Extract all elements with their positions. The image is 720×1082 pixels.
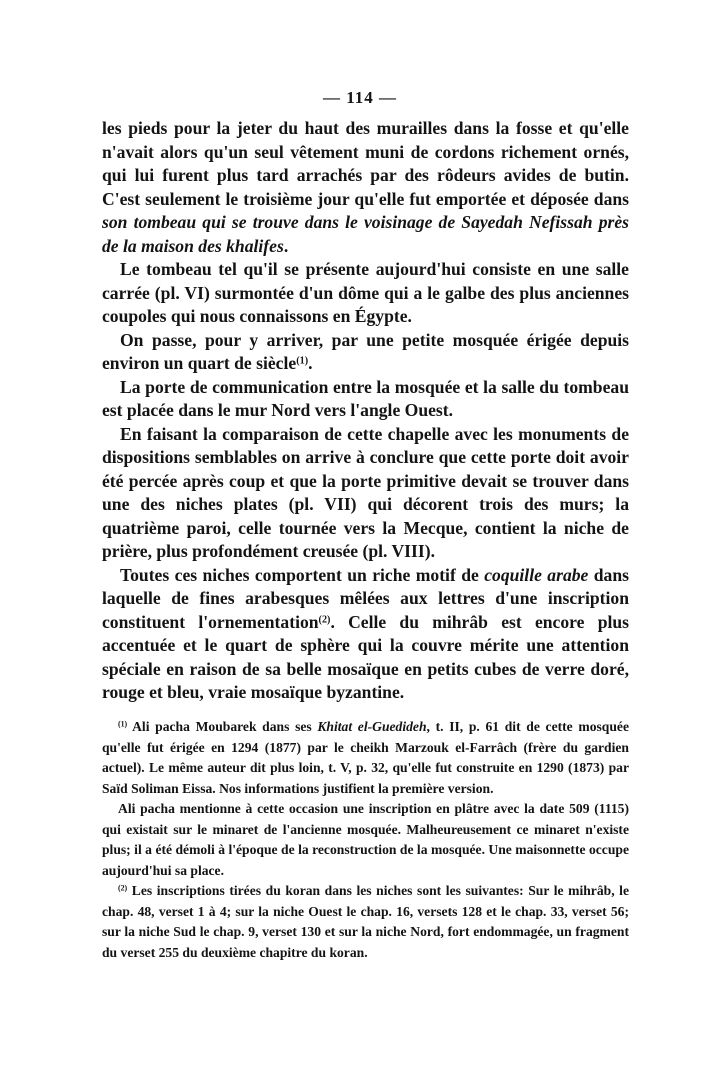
paragraph-3-end: . <box>308 353 313 373</box>
paragraph-6-end: . Celle du mihrâb est encore plus accentuée et le quart de sphère qui la couvre mérite une attention spéciale en raison de sa belle mosaïque en petits cubes de verre doré, rouge et bleu, vraie mosaïque byzantine. <box>102 611 629 702</box>
footnote-2 <box>102 881 629 963</box>
paragraph-3-text: On passe, pour y arriver, par une petite mosquée érigée depuis environ un quart de siècle <box>102 329 629 373</box>
paragraph-6-text-b: dans laquelle de fines arabesques mêlées aux lettres d'une inscription constituent l'ornementation <box>102 564 629 632</box>
footnote-ref-1: (1) <box>296 355 309 367</box>
paragraph-2: Le tombeau tel qu'il se présente aujourd'hui consiste en une salle carrée (pl. VI) surmontée d'un dôme qui a le galbe des plus anciennes coupoles qui nous connaissons en Égypte. <box>102 259 629 326</box>
paragraph-6 <box>102 564 629 705</box>
paragraph-1 <box>102 117 629 258</box>
footnote-1-continued: Ali pacha mentionne à cette occasion une inscription en plâtre avec la date 509 (1115) qui existait sur le minaret de l'ancienne mosquée. Malheureusement ce minaret n'existe plus; il a été démoli à l'époque de la reconstruction de la mosquée. Une maisonnette occupe aujourd'hui sa place. <box>102 801 629 878</box>
paragraph-1-end: . <box>283 235 289 256</box>
page-number: — 114 — <box>322 88 398 107</box>
footnote-1-italic: Khitat el-Guedideh <box>317 719 427 734</box>
main-text <box>102 117 629 705</box>
paragraph-6-text: Toutes ces niches comportent un riche motif de <box>120 564 485 585</box>
footnote-1-text-b: , t. II, p. 61 dit de cette mosquée qu'elle fut érigée en 1294 (1877) par le cheikh Marzouk el-Farrâch (frère du gardien actuel). Le même auteur dit plus loin, t. V, p. 32, qu'elle fut construite en 1290 (1873) par Saïd Soliman Eissa. Nos informations justifient la première version. <box>102 719 629 796</box>
footnotes <box>102 717 629 963</box>
paragraph-3 <box>102 329 629 376</box>
paragraph-1-italic: son tombeau qui se trouve dans le voisinage de Sayedah Nefissah près de la maison des khalifes <box>102 212 629 256</box>
paragraph-4: La porte de communication entre la mosquée et la salle du tombeau est placée dans le mur Nord vers l'angle Ouest. <box>102 376 629 420</box>
footnote-2-text: Les inscriptions tirées du koran dans les niches sont les suivantes: Sur le mihrâb, le chap. 48, verset 1 à 4; sur la niche Ouest le chap. 16, versets 128 et le chap. 33, verset 56; sur la niche Sud le chap. 9, verset 130 et sur la niche Nord, fort endommagée, un fragment du verset 255 du deuxième chapitre du koran. <box>102 883 629 960</box>
footnote-ref-2: (2) <box>318 613 331 625</box>
footnote-1 <box>102 717 629 799</box>
footnote-2-mark: (2) <box>118 883 128 893</box>
footnote-1-text: Ali pacha Moubarek dans ses <box>127 719 318 734</box>
paragraph-6-italic: coquille arabe <box>484 564 589 585</box>
paragraph-5: En faisant la comparaison de cette chapelle avec les monuments de dispositions semblables on arrive à conclure que cette porte doit avoir été percée après coup et que la porte primitive devait se trouver dans une des niches plates (pl. VII) qui décorent trois des murs; la quatrième paroi, celle tournée vers la Mecque, contient la niche de prière, plus profondément creusée (pl. VIII). <box>102 423 629 561</box>
footnote-1-mark: (1) <box>118 719 128 729</box>
paragraph-1-text: les pieds pour la jeter du haut des murailles dans la fosse et qu'elle n'avait alors qu'un seul vêtement muni de cordons richement ornés, qui lui furent plus tard arrachés par des rôdeurs avides de butin. C'est seulement le troisième jour qu'elle fut emportée et déposée dans <box>102 118 629 209</box>
